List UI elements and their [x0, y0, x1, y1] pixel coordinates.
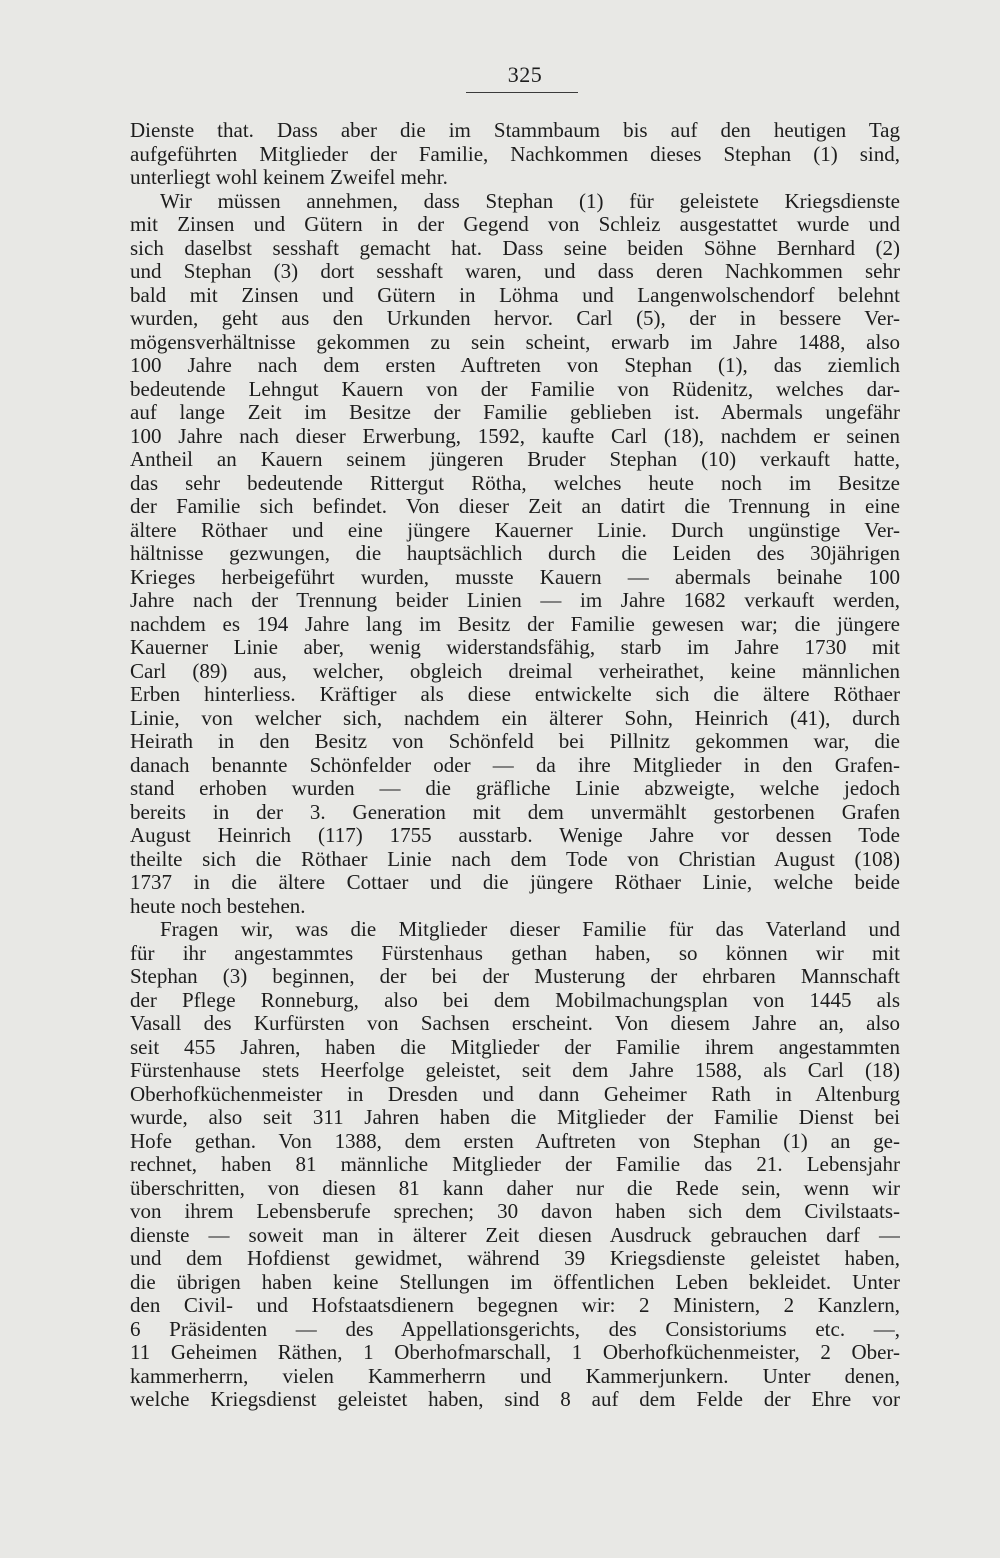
text-line: 1737 in die ältere Cottaer und die jüngere Röthaer Linie, welche beide — [130, 871, 900, 894]
text-line: bald mit Zinsen und Gütern in Löhma und Langenwolschendorf belehnt — [130, 283, 900, 307]
text-line: Carl (89) aus, welcher, obgleich dreimal verheirathet, keine männlichen — [130, 659, 900, 683]
text-line: mögensverhältnisse gekommen zu sein scheint, erwarb im Jahre 1488, also — [130, 330, 900, 354]
text-line: mit Zinsen und Gütern in der Gegend von Schleiz ausgestattet wurde und — [130, 213, 900, 236]
text-line: Wir müssen annehmen, dass Stephan (1) für geleistete Kriegsdienste — [160, 189, 900, 213]
text-line: bereits in der 3. Generation mit dem unvermählt gestorbenen Grafen — [130, 800, 900, 824]
text-line: der Familie sich befindet. Von dieser Zeit an datirt die Trennung in eine — [130, 495, 900, 518]
text-line: Krieges herbeigeführt wurden, musste Kauern — abermals beinahe 100 — [130, 565, 900, 589]
text-line: Erben hinterliess. Kräftiger als diese entwickelte sich die ältere Röthaer — [130, 683, 900, 706]
text-line: wurde, also seit 311 Jahren haben die Mitglieder der Familie Dienst bei — [130, 1106, 900, 1129]
text-line: hältnisse gezwungen, die hauptsächlich durch die Leiden des 30jährigen — [130, 542, 900, 565]
text-line: und dem Hofdienst gewidmet, während 39 Kriegsdienste geleistet haben, — [130, 1247, 900, 1270]
text-line: seit 455 Jahren, haben die Mitglieder der Familie ihrem angestammten — [130, 1035, 900, 1059]
header-rule — [466, 92, 578, 93]
text-line: von ihrem Lebensberufe sprechen; 30 davon haben sich dem Civilstaats- — [130, 1200, 900, 1223]
text-line: wurden, geht aus den Urkunden hervor. Carl (5), der in bessere Ver- — [130, 307, 900, 330]
text-line: welche Kriegsdienst geleistet haben, sind 8 auf dem Felde der Ehre vor — [130, 1388, 900, 1411]
text-line: unterliegt wohl keinem Zweifel mehr. — [130, 166, 448, 189]
text-line: stand erhoben wurden — die gräfliche Linie abzweigte, welche jedoch — [130, 777, 900, 800]
text-line: 100 Jahre nach dem ersten Auftreten von Stephan (1), das ziemlich — [130, 354, 900, 377]
text-line: Linie, von welcher sich, nachdem ein älterer Sohn, Heinrich (41), durch — [130, 706, 900, 730]
text-line: sich daselbst sesshaft gemacht hat. Dass seine beiden Söhne Bernhard (2) — [130, 236, 900, 260]
text-line: 6 Präsidenten — des Appellationsgerichts, des Consistoriums etc. —, — [130, 1317, 900, 1341]
text-line: der Pflege Ronneburg, also bei dem Mobilmachungsplan von 1445 als — [130, 988, 900, 1012]
text-line: das sehr bedeutende Rittergut Rötha, welches heute noch im Besitze — [130, 471, 900, 495]
text-line: dienste — soweit man in älterer Zeit diesen Ausdruck gebrauchen darf — — [130, 1223, 900, 1247]
text-line: Heirath in den Besitz von Schönfeld bei Pillnitz gekommen war, die — [130, 730, 900, 753]
text-line: August Heinrich (117) 1755 ausstarb. Wenige Jahre vor dessen Tode — [130, 824, 900, 847]
text-line: ältere Röthaer und eine jüngere Kauerner Linie. Durch ungünstige Ver- — [130, 518, 900, 542]
text-line: theilte sich die Röthaer Linie nach dem Tode von Christian August (108) — [130, 847, 900, 871]
text-line: für ihr angestammtes Fürstenhaus gethan haben, so können wir mit — [130, 941, 900, 965]
text-line: Jahre nach der Trennung beider Linien — im Jahre 1682 verkauft werden, — [130, 589, 900, 612]
text-line: Dienste that. Dass aber die im Stammbaum bis auf den heutigen Tag — [130, 119, 900, 142]
body-text — [130, 119, 900, 1412]
text-line: Oberhofküchenmeister in Dresden und dann Geheimer Rath in Altenburg — [130, 1082, 900, 1106]
text-line: die übrigen haben keine Stellungen im öffentlichen Leben bekleidet. Unter — [130, 1270, 900, 1294]
text-line: Vasall des Kurfürsten von Sachsen erscheint. Von diesem Jahre an, also — [130, 1012, 900, 1035]
text-line: bedeutende Lehngut Kauern von der Familie von Rüdenitz, welches dar- — [130, 377, 900, 401]
text-line: überschritten, von diesen 81 kann daher nur die Rede sein, wenn wir — [130, 1176, 900, 1200]
page-number: 325 — [507, 62, 543, 87]
text-line: Hofe gethan. Von 1388, dem ersten Auftreten von Stephan (1) an ge- — [130, 1129, 900, 1153]
text-line: nachdem es 194 Jahre lang im Besitz der Familie gewesen war; die jüngere — [130, 612, 900, 636]
text-line: aufgeführten Mitglieder der Familie, Nachkommen dieses Stephan (1) sind, — [130, 142, 900, 166]
text-line: auf lange Zeit im Besitze der Familie geblieben ist. Abermals ungefähr — [130, 401, 900, 424]
text-line: rechnet, haben 81 männliche Mitglieder der Familie das 21. Lebensjahr — [130, 1153, 900, 1176]
text-line: Fragen wir, was die Mitglieder dieser Familie für das Vaterland und — [160, 918, 900, 941]
text-line: Stephan (3) beginnen, der bei der Musterung der ehrbaren Mannschaft — [130, 965, 900, 988]
text-line: Antheil an Kauern seinem jüngeren Bruder Stephan (10) verkauft hatte, — [130, 448, 900, 471]
text-line: und Stephan (3) dort sesshaft waren, und dass deren Nachkommen sehr — [130, 260, 900, 283]
text-line: danach benannte Schönfelder oder — da ihre Mitglieder in den Grafen- — [130, 753, 900, 777]
text-line: 11 Geheimen Räthen, 1 Oberhofmarschall, 1 Oberhofküchenmeister, 2 Ober- — [130, 1341, 900, 1364]
text-line: kammerherrn, vielen Kammerherrn und Kammerjunkern. Unter denen, — [130, 1364, 900, 1388]
text-line: 100 Jahre nach dieser Erwerbung, 1592, kaufte Carl (18), nachdem er seinen — [130, 424, 900, 448]
text-line: heute noch bestehen. — [130, 894, 306, 918]
text-line: den Civil- und Hofstaatsdienern begegnen wir: 2 Ministern, 2 Kanzlern, — [130, 1294, 900, 1317]
text-line: Kauerner Linie aber, wenig widerstandsfähig, starb im Jahre 1730 mit — [130, 636, 900, 659]
text-line: Fürstenhause stets Heerfolge geleistet, seit dem Jahre 1588, als Carl (18) — [130, 1059, 900, 1082]
